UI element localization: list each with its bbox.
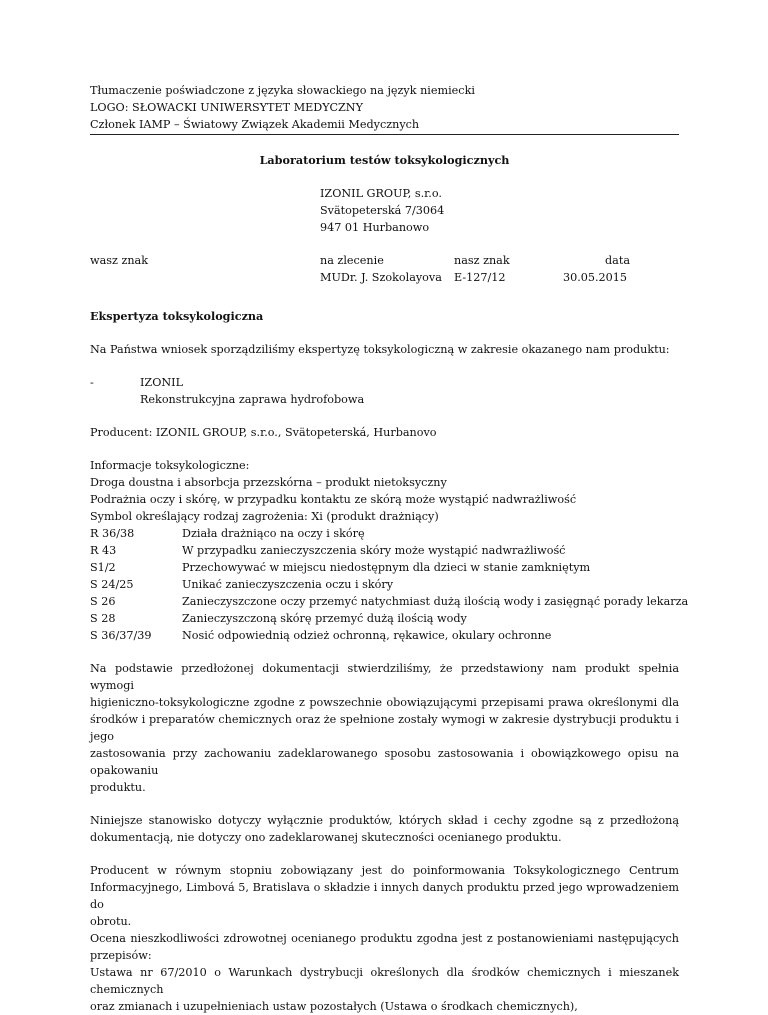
hazard-code: R 36/38 — [90, 527, 135, 540]
our-ref-value: E-127/12 — [454, 271, 506, 284]
scope-paragraph — [90, 812, 679, 846]
hazard-desc: Nosić odpowiednią odzież ochronną, rękawice, okulary ochronne — [182, 629, 552, 642]
hazard-desc: Zanieczyszczoną skórę przemyć dużą ilością wody — [182, 612, 467, 625]
hazard-code: S1/2 — [90, 561, 116, 574]
product-item — [90, 374, 679, 408]
paragraph-line: obrotu. — [90, 915, 132, 928]
date-ref — [560, 252, 630, 286]
address-city: 947 01 Hurbanowo — [320, 221, 430, 234]
your-ref-label: wasz znak — [90, 254, 148, 267]
section-title: Ekspertyza toksykologiczna — [90, 309, 264, 323]
hazard-code: S 36/37/39 — [90, 629, 152, 642]
order-label: na zlecenie — [320, 254, 384, 267]
translation-note: Tłumaczenie poświadczone z języka słowackiego na język niemiecki — [90, 84, 475, 97]
paragraph-line: Ocena nieszkodliwości zdrowotnej ocenianego produktu zgodna jest z postanowieniami następujących — [90, 932, 679, 945]
tox-title: Informacje toksykologiczne: — [90, 459, 250, 472]
tox-line: Podrażnia oczy i skórę, w przypadku kontaktu ze skórą może wystąpić nadwrażliwość — [90, 493, 577, 506]
address-company: IZONIL GROUP, s.r.o. — [320, 187, 442, 200]
producer-obligation-paragraph — [90, 862, 679, 1015]
hazard-code: R 43 — [90, 544, 117, 557]
code-row — [90, 542, 679, 559]
hazard-desc: Przechowywać w miejscu niedostępnym dla dzieci w stanie zamkniętym — [182, 561, 591, 574]
hazard-desc: W przypadku zanieczyszczenia skóry może wystąpić nadwrażliwość — [182, 544, 566, 557]
paragraph-line: Na podstawie przedłożonej dokumentacji stwierdziliśmy, że przedstawiony nam produkt spełnia wymogi — [90, 662, 679, 692]
order-value: MUDr. J. Szokolayova — [320, 271, 442, 284]
document-page — [90, 82, 689, 1015]
paragraph-line: przepisów: — [90, 949, 152, 962]
logo-text: LOGO: SŁOWACKI UNIWERSYTET MEDYCZNY — [90, 101, 363, 114]
product-description: Rekonstrukcyjna zaprawa hydrofobowa — [140, 393, 365, 406]
code-row — [90, 559, 679, 576]
your-ref — [90, 252, 148, 269]
paragraph-line: Producent w równym stopniu zobowiązany jest do poinformowania Toksykologicznego Centrum — [90, 864, 679, 877]
our-ref — [454, 252, 510, 286]
hazard-desc: Działa drażniąco na oczy i skórę — [182, 527, 365, 540]
header-divider — [90, 134, 679, 135]
hazard-codes — [90, 525, 689, 644]
paragraph-line: produktu. — [90, 781, 146, 794]
hazard-code: S 26 — [90, 595, 116, 608]
hazard-code: S 28 — [90, 612, 116, 625]
paragraph-line: higieniczno-toksykologiczne zgodne z powszechnie obowiązującymi przepisami prawa określonymi dla — [90, 696, 679, 709]
recipient-address — [320, 185, 679, 236]
code-row — [90, 525, 679, 542]
our-ref-label: nasz znak — [454, 254, 510, 267]
tox-line: Symbol określający rodzaj zagrożenia: Xi (produkt drażniący) — [90, 510, 439, 523]
reference-block — [90, 252, 679, 288]
code-row — [90, 576, 679, 593]
date-value: 30.05.2015 — [562, 271, 628, 284]
producer-line: Producent: IZONIL GROUP, s.r.o., Svätopeterská, Hurbanovo — [90, 426, 437, 439]
paragraph-line: dokumentacją, nie dotyczy ono zadeklarowanej skuteczności ocenianego produktu. — [90, 831, 562, 844]
product-name: IZONIL — [140, 376, 184, 389]
code-row — [90, 593, 689, 610]
letterhead — [90, 82, 679, 135]
code-row — [90, 610, 679, 627]
tox-line: Droga doustna i absorbcja przezskórna – produkt nietoksyczny — [90, 476, 447, 489]
membership-note: Członek IAMP – Światowy Związek Akademii Medycznych — [90, 118, 420, 131]
conclusion-paragraph — [90, 660, 679, 796]
address-street: Svätopeterská 7/3064 — [320, 204, 445, 217]
tox-info — [90, 457, 689, 644]
paragraph-line: Ustawa nr 67/2010 o Warunkach dystrybucji określonych dla środków chemicznych i mieszanek chemicznych — [90, 966, 679, 996]
date-label: data — [605, 254, 630, 267]
paragraph-line: środków i preparatów chemicznych oraz że spełnione zostały wymogi w zakresie dystrybucji produktu i jego — [90, 713, 679, 743]
hazard-desc: Unikać zanieczyszczenia oczu i skóry — [182, 578, 394, 591]
paragraph-line: oraz zmianach i uzupełnieniach ustaw pozostałych (Ustawa o środkach chemicznych), — [90, 1000, 578, 1013]
paragraph-line: zastosowania przy zachowaniu zadeklarowanego sposobu zastosowania i obowiązkowego opisu na opakowaniu — [90, 747, 679, 777]
order-ref — [320, 252, 442, 286]
paragraph-line: Niniejsze stanowisko dotyczy wyłącznie produktów, których skład i cechy zgodne są z przedłożoną — [90, 814, 679, 827]
intro-text: Na Państwa wniosek sporządziliśmy ekspertyzę toksykologiczną w zakresie okazanego nam produktu: — [90, 343, 670, 356]
hazard-code: S 24/25 — [90, 578, 134, 591]
list-dash: - — [90, 376, 94, 389]
paragraph-line: Informacyjnego, Limbová 5, Bratislava o składzie i innych danych produktu przed jego wprowadzeniem do — [90, 881, 679, 911]
code-row — [90, 627, 679, 644]
hazard-desc: Zanieczyszczone oczy przemyć natychmiast dużą ilością wody i zasięgnąć porady lekarza — [182, 595, 689, 608]
lab-title: Laboratorium testów toksykologicznych — [259, 153, 510, 167]
